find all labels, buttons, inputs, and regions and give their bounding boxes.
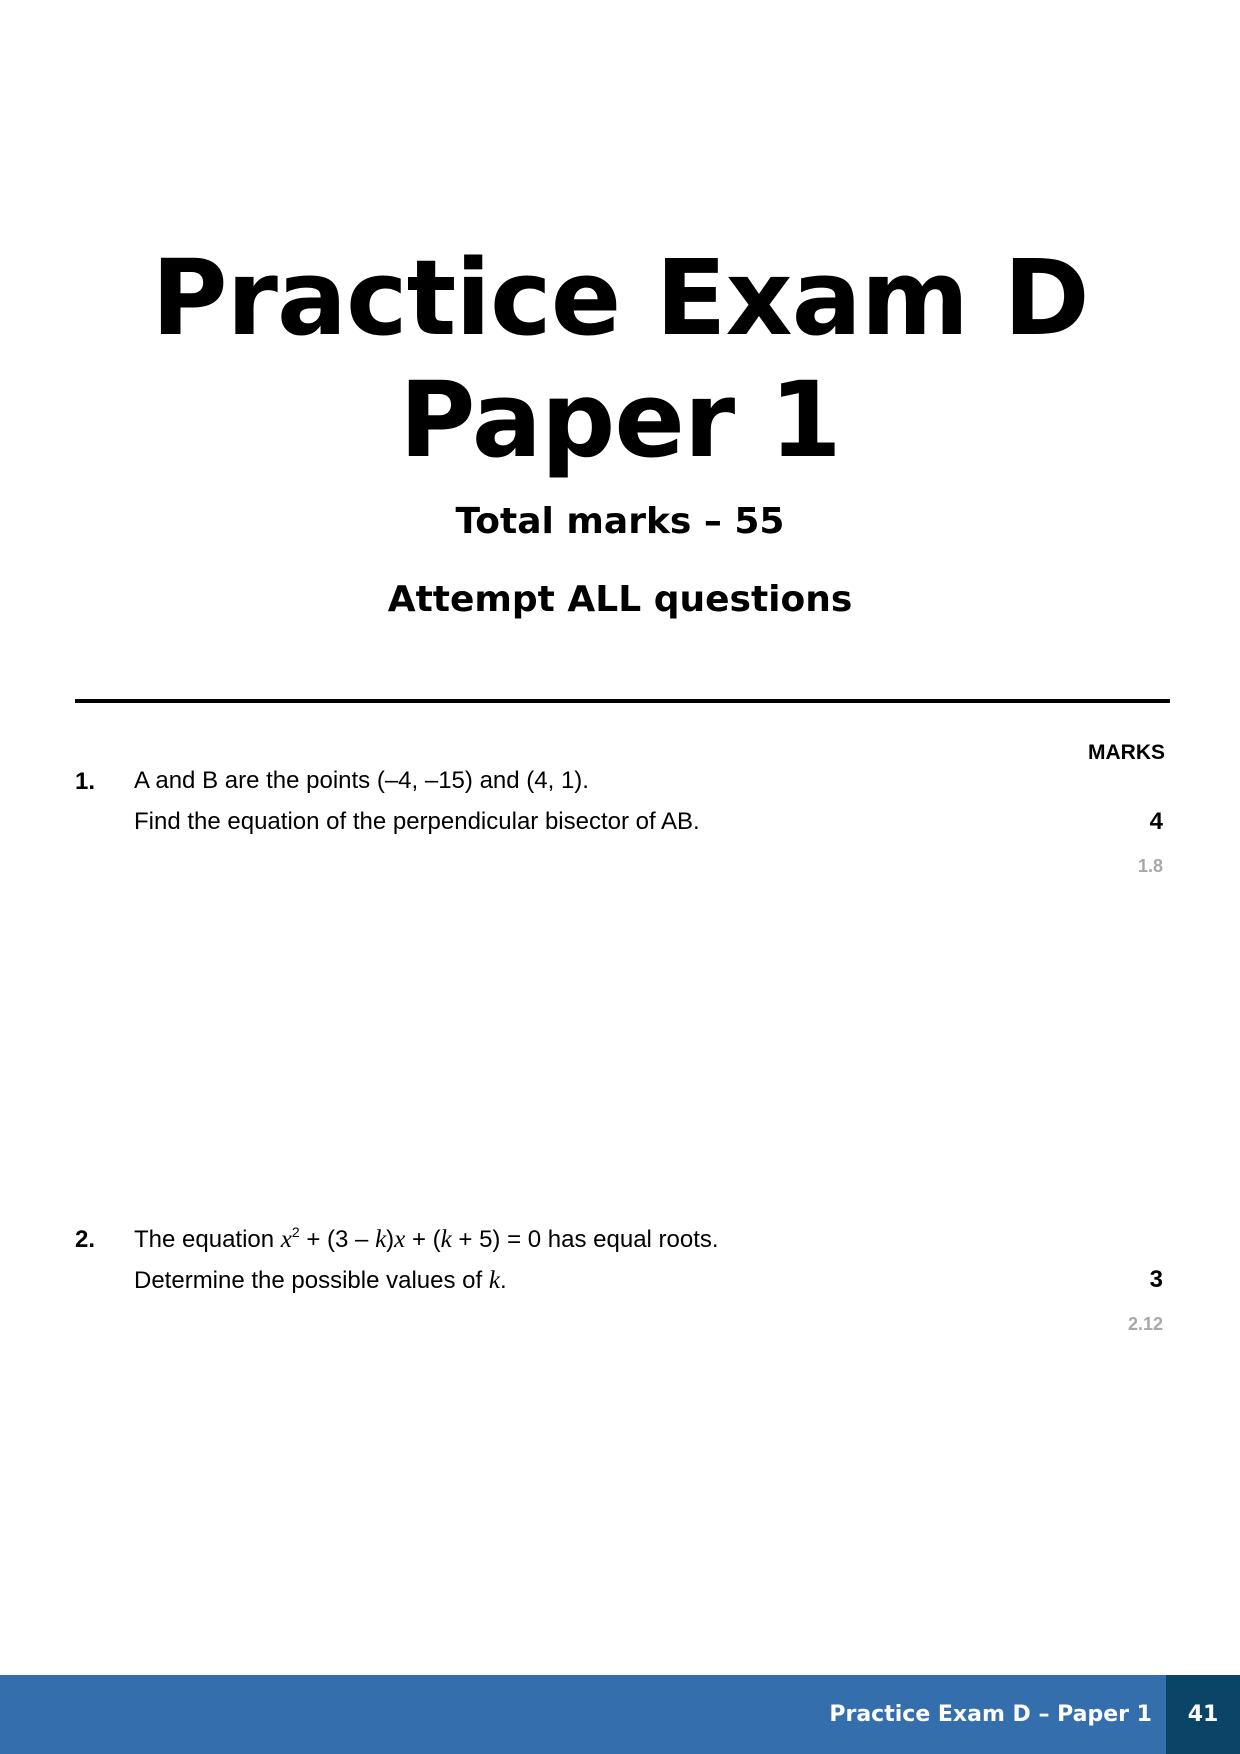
page-title-line-1: Practice Exam D <box>151 237 1089 359</box>
question-text-line-2: Find the equation of the perpendicular bisector of AB. <box>134 808 700 835</box>
question-marks: 3 <box>1149 1266 1163 1293</box>
text-segment: + 5) = 0 has equal roots. <box>451 1226 719 1253</box>
math-variable-x: x <box>280 1226 292 1253</box>
footer-bar <box>0 1675 1240 1754</box>
text-segment: + (3 – <box>299 1226 376 1253</box>
question-reference: 2.12 <box>1127 1314 1163 1334</box>
question-text-line-1: A and B are the points (–4, –15) and (4, 1). <box>134 767 589 794</box>
math-variable-k: k <box>488 1267 500 1294</box>
footer-label: Practice Exam D – Paper 1 <box>829 1702 1152 1727</box>
total-marks: Total marks – 55 <box>455 501 785 542</box>
text-segment: ) <box>386 1226 395 1253</box>
marks-column-header: MARKS <box>1088 741 1165 764</box>
question-reference: 1.8 <box>1137 856 1163 876</box>
instruction: Attempt ALL questions <box>387 579 853 620</box>
math-variable-k: k <box>375 1226 387 1253</box>
math-exponent: 2 <box>291 1224 300 1240</box>
text-segment: + ( <box>405 1226 441 1253</box>
text-segment: . <box>499 1267 507 1294</box>
math-variable-x: x <box>394 1226 406 1253</box>
divider-rule <box>75 699 1170 703</box>
page-number: 41 <box>1166 1675 1240 1754</box>
math-variable-k: k <box>440 1226 452 1253</box>
question-number: 2. <box>75 1226 96 1253</box>
question-text-line-2 <box>134 1268 507 1293</box>
question-marks: 4 <box>1149 808 1163 835</box>
question-text-line-1 <box>134 1224 719 1253</box>
question-number: 1. <box>75 768 96 795</box>
text-segment: The equation <box>134 1226 281 1253</box>
page-title-line-2: Paper 1 <box>399 359 841 481</box>
text-segment: Determine the possible values of <box>134 1267 489 1294</box>
